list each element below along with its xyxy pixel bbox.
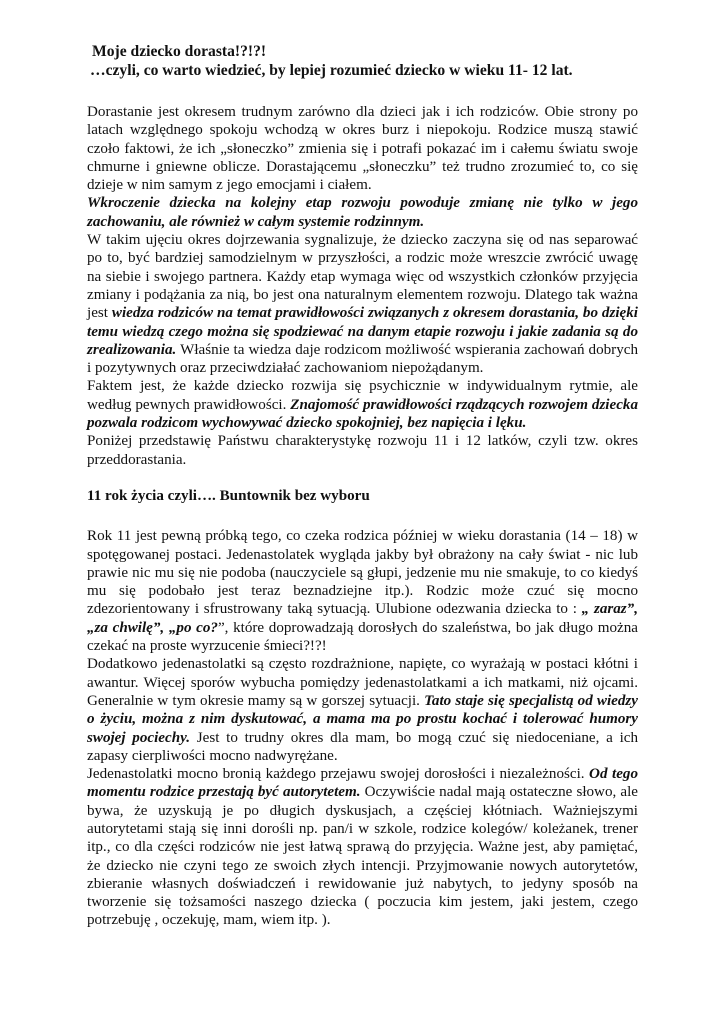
- section-paragraph-1: [87, 527, 638, 655]
- intro-p3-text-a: W takim ujęciu okres dojrzewania sygnalizuje, że dziecko zaczyna się od nas separować po to, być bardziej samodzielnym w przyszłości, a rodzic może wreszcie zwrócić uwagę na siebie i swojego partnera. Każdy etap wymaga więc od wszystkich członków przyjęcia zmiany i podążania za nią, bo jest ona naturalnym elementem rozwoju. Dlatego tak ważna jest: [87, 232, 638, 322]
- section-emphasis-2: Tato staje się specjalistą od wiedzy o życiu, można z nim dyskutować, a mama ma po prostu kochać i tolerować humory swojej pociechy.: [87, 692, 639, 746]
- section-p1-text-a: Rok 11 jest pewną próbką tego, co czeka rodzica później w wieku dorastania (14 – 18) w spotęgowanej postaci. Jedenastolatek wygląda jakby był obrażony na cały świat - nic lub prawie nic mu się nie podoba (nauczyciele są głupi, jedzenie mu nie smakuje, to co kiedyś mu się podobało jest teraz beznadziejne itp.). Rodzic może czuć się mocno zdezorientowany i sfrustrowany taką sytuacją. Ulubione odezwania dziecka to :: [87, 528, 638, 618]
- section-p2-text-a: Dodatkowo jedenastolatki są często rozdrażnione, napięte, co wyrażają w postaci kłótni i awantur. Więcej sporów wybucha pomiędzy jedenastolatkami a ich matkami, niż ojcami. Generalnie w tym okresie mamy są w gorszej sytuacji.: [87, 656, 638, 709]
- title-line-2: …czyli, co warto wiedzieć, by lepiej rozumieć dziecko w wieku 11- 12 lat.: [90, 62, 573, 79]
- spacer: [87, 469, 638, 487]
- document-body: [87, 103, 638, 930]
- intro-emphasis-3: Znajomość prawidłowości rządzących rozwojem dziecka pozwala rodzicom wychowywać dziecko spokojniej, bez napięcia i lęku.: [87, 396, 638, 432]
- intro-p3-text-b: Właśnie ta wiedza daje rodzicom możliwość wspierania zachowań dobrych i pozytywnych oraz przeciwdziałać zachowaniom niepożądanym.: [87, 341, 638, 377]
- intro-paragraph-2: [87, 194, 638, 231]
- section-paragraph-2: [87, 655, 638, 765]
- document-title: [92, 42, 692, 80]
- intro-p4-text-a: Faktem jest, że każde dziecko rozwija się psychicznie w indywidualnym rytmie, ale według pewnych prawidłowości.: [87, 378, 638, 413]
- intro-paragraph-5: Poniżej przedstawię Państwu charakterystykę rozwoju 11 i 12 latków, czyli tzw. okres przeddorastania.: [87, 433, 638, 468]
- section-p2-text-b: Jest to trudny okres dla mam, bo mogą czuć się niedoceniane, a ich zapasy cierpliwości mocno nadwyrężane.: [87, 729, 639, 764]
- section-heading: 11 rok życia czyli…. Buntownik bez wyboru: [87, 487, 370, 504]
- section-p1-text-b: ”, które doprowadzają dorosłych do szaleństwa, bo jak długo można czekać na proste wyrzucenie śmieci?!?!: [87, 619, 638, 655]
- intro-emphasis-2: wiedza rodziców na temat prawidłowości związanych z okresem dorastania, bo dzięki temu wiedzą czego można się spodziewać na danym etapie rozwoju i jakie zadania są do zrealizowania.: [87, 305, 638, 358]
- intro-paragraph-3: [87, 231, 638, 377]
- section-emphasis-1: „ zaraz”, „za chwilę”, „po co?: [87, 601, 639, 636]
- section-p3-text-b: Oczywiście nadal mają ostateczne słowo, ale bywa, że uzyskują je po długich dyskusjach, a częściej kłótniach. Ważniejszymi autorytetami stają się inni dorośli np. pan/i w szkole, rodzice kolegów/ koleżanek, trener itp., co dla części rodziców nie jest łatwą sprawą do przyjęcia. Ważne jest, aby pamiętać, że dziecko nie czyni tego ze swoich złych intencji. Przyjmowanie nowych autorytetów, zbieranie własnych doświadczeń i rewidowanie już nabytych, to jedyny sposób na tworzenie się tożsamości naszego dziecka ( poczucia kim jestem, jaki jestem, czego potrzebuję , oczekuję, mam, wiem itp. ).: [87, 784, 638, 929]
- spacer: [87, 505, 638, 527]
- section-p3-text-a: Jedenastolatki mocno bronią każdego przejawu swojej dorosłości i niezależności.: [87, 766, 590, 783]
- title-line-1: Moje dziecko dorasta!?!?!: [92, 43, 267, 60]
- intro-paragraph-1: Dorastanie jest okresem trudnym zarówno dla dzieci jak i ich rodziców. Obie strony po latach względnego spokoju wchodzą w okres burz i niepokoju. Rodzice muszą stawić czoło faktowi, że ich „słoneczko” zmienia się i potrafi pokazać im i całemu światu swoje chmurne i gniewne oblicze. Dorastającemu „słoneczku” też trudno zrozumieć to, co się dzieje w nim samym z jego emocjami i ciałem.: [87, 104, 638, 194]
- section-emphasis-3: Od tego momentu rodzice przestają być autorytetem.: [87, 766, 638, 801]
- intro-emphasis-1: Wkroczenie dziecka na kolejny etap rozwoju powoduje zmianę nie tylko w jego zachowaniu, ale również w całym systemie rodzinnym.: [87, 195, 638, 230]
- section-paragraph-3: [87, 765, 638, 930]
- intro-paragraph-4: [87, 377, 638, 432]
